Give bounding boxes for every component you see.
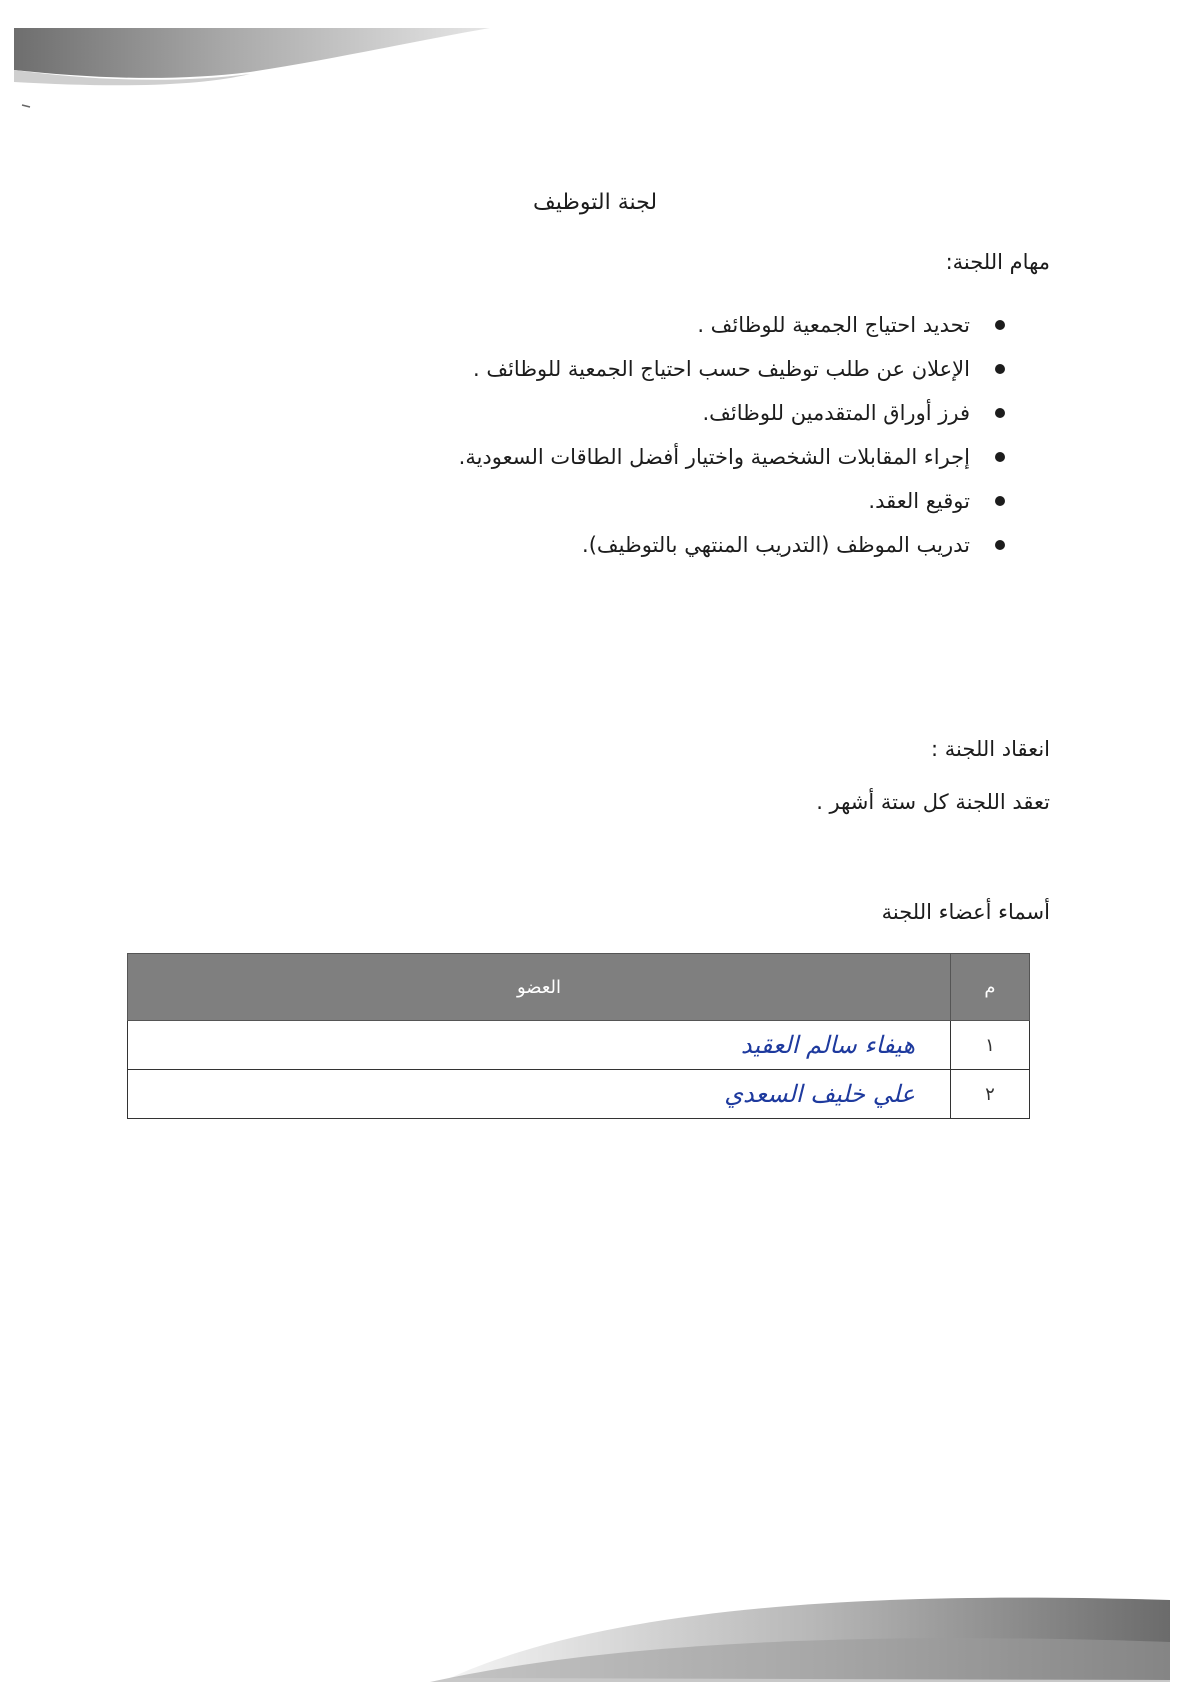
members-table: [127, 953, 1030, 1119]
member-name-handwritten: هيفاء سالم العقيد: [128, 1021, 951, 1070]
list-item-text: توقيع العقد.: [868, 489, 970, 513]
column-header-member: العضو: [128, 954, 951, 1021]
row-number: ١: [951, 1021, 1030, 1070]
member-name-handwritten: علي خليف السعدي: [128, 1070, 951, 1119]
bullet-icon: [995, 540, 1005, 550]
row-number: ٢: [951, 1070, 1030, 1119]
tasks-heading: مهام اللجنة:: [945, 250, 1050, 274]
list-item: [210, 530, 970, 574]
meeting-text: تعقد اللجنة كل ستة أشهر .: [816, 790, 1050, 814]
bullet-icon: [995, 320, 1005, 330]
list-item: [210, 442, 970, 486]
bullet-icon: [995, 452, 1005, 462]
column-header-number: م: [951, 954, 1030, 1021]
list-item-text: فرز أوراق المتقدمين للوظائف.: [702, 401, 970, 425]
table-header-row: [128, 954, 1030, 1021]
list-item-text: الإعلان عن طلب توظيف حسب احتياج الجمعية للوظائف .: [473, 357, 970, 381]
list-item: [210, 354, 970, 398]
list-item-text: تدريب الموظف (التدريب المنتهي بالتوظيف).: [582, 533, 970, 557]
table-row: [128, 1021, 1030, 1070]
list-item-text: إجراء المقابلات الشخصية واختيار أفضل الطاقات السعودية.: [458, 445, 970, 469]
meeting-heading: انعقاد اللجنة :: [931, 737, 1050, 761]
list-item: [210, 310, 970, 354]
list-item: [210, 398, 970, 442]
bullet-icon: [995, 496, 1005, 506]
list-item: [210, 486, 970, 530]
document-title: لجنة التوظيف: [532, 190, 658, 215]
table-row: [128, 1070, 1030, 1119]
bullet-icon: [995, 364, 1005, 374]
bullet-icon: [995, 408, 1005, 418]
list-item-text: تحديد احتياج الجمعية للوظائف .: [697, 313, 970, 337]
tasks-list: [210, 310, 970, 574]
members-heading: أسماء أعضاء اللجنة: [881, 900, 1050, 924]
